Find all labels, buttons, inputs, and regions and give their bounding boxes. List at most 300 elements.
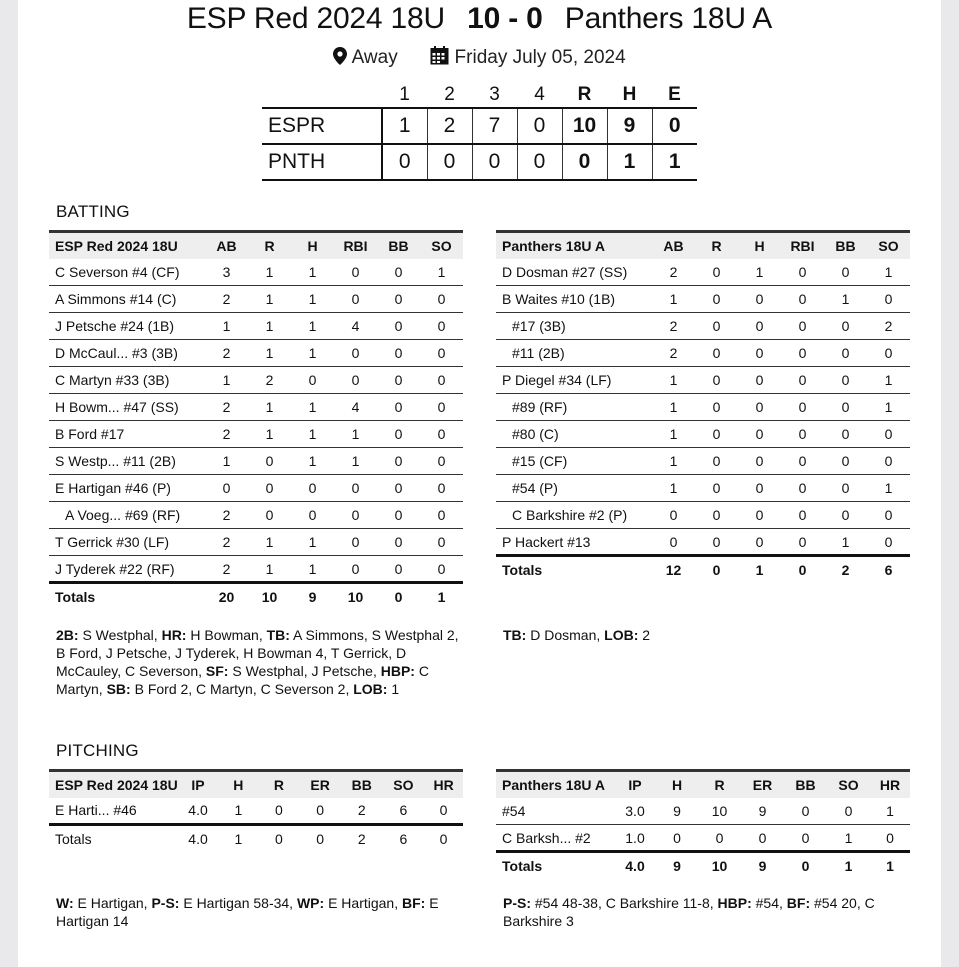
stat-value: 0 — [437, 534, 446, 550]
stat-value: 1 — [222, 453, 231, 469]
stat-value: 0 — [798, 372, 807, 388]
player-name: D McCaul... #3 (3B) — [55, 345, 178, 361]
stat-value: 3 — [222, 263, 231, 280]
stat-value: 0 — [884, 453, 893, 469]
note-label: HR: — [161, 627, 187, 643]
totals-value: 0 — [439, 831, 448, 848]
stat-value: 0 — [437, 426, 446, 442]
home-team-name: ESP Red 2024 18U — [186, 2, 445, 35]
batting-row — [49, 448, 463, 475]
totals-value: 0 — [316, 831, 325, 848]
game-meta — [0, 46, 959, 69]
totals-value: 0 — [394, 589, 403, 606]
inning-header: 1 — [399, 83, 410, 105]
player-name: #89 (RF) — [512, 399, 568, 415]
col-header: SO — [393, 776, 414, 793]
stat-value: 0 — [265, 453, 274, 469]
totals-value: 4.0 — [188, 831, 208, 848]
stat-value: 3.0 — [625, 802, 645, 819]
stat-value: 0 — [841, 399, 850, 415]
player-name: E Hartigan #46 (P) — [55, 480, 171, 496]
note-label: HBP: — [717, 895, 752, 911]
stat-value: 1 — [265, 534, 274, 550]
inning-header: 2 — [444, 83, 455, 105]
inning-header: 3 — [489, 83, 500, 105]
note-text: 1 — [387, 681, 400, 697]
stat-value: 1 — [308, 318, 317, 334]
stat-value: 0 — [798, 533, 807, 550]
pitching-row — [496, 798, 910, 825]
totals-value: 0 — [801, 858, 810, 875]
col-header: RBI — [343, 237, 368, 254]
stat-value: 1 — [265, 399, 274, 415]
stat-value: 0 — [798, 345, 807, 361]
stat-value: 1 — [351, 426, 360, 442]
player-name: C Martyn #33 (3B) — [55, 372, 170, 388]
stat-value: 0 — [712, 453, 721, 469]
player-name: P Diegel #34 (LF) — [502, 372, 612, 388]
player-name: A Simmons #14 (C) — [55, 291, 177, 307]
player-name: T Gerrick #30 (LF) — [55, 534, 170, 550]
stat-value: 1 — [844, 829, 853, 846]
totals-label: Totals — [55, 589, 96, 606]
player-name: C Barksh... #2 — [502, 829, 591, 846]
stat-value: 0 — [755, 453, 764, 469]
stat-value: 0 — [265, 480, 274, 496]
away-team-name: Panthers 18U A — [564, 2, 773, 35]
totals-value: 2 — [841, 562, 850, 579]
note-label: WP: — [296, 895, 325, 911]
batting-row — [496, 475, 910, 502]
stat-value: 1 — [265, 345, 274, 361]
batting-row — [496, 367, 910, 394]
stat-value: 1 — [886, 802, 894, 819]
stat-value: 6 — [399, 802, 408, 819]
note-label: 2B: — [56, 627, 79, 643]
stat-value: 4.0 — [188, 802, 208, 819]
totals-value: 1 — [755, 562, 764, 579]
note-text: E Hartigan, — [73, 895, 152, 911]
stat-value: 0 — [394, 534, 403, 550]
pitching-totals-row — [496, 852, 910, 880]
stat-value: 1 — [265, 318, 274, 334]
totals-value: 10 — [711, 858, 728, 875]
batting-row — [496, 502, 910, 529]
stat-value: 2 — [357, 802, 366, 819]
note-label: SF: — [205, 663, 229, 679]
batting-totals-row — [496, 556, 910, 584]
col-header: AB — [663, 237, 684, 254]
game-title — [0, 2, 959, 36]
note-text: 2 — [638, 627, 651, 643]
stat-value: 0 — [798, 507, 807, 523]
inning-runs: 1 — [382, 108, 427, 144]
col-header: H — [307, 237, 318, 254]
stat-value: 1 — [265, 560, 274, 577]
stat-value: 0 — [886, 829, 894, 846]
batting-row — [496, 421, 910, 448]
totals-value: 1 — [437, 589, 446, 606]
player-name: B Waites #10 (1B) — [502, 291, 616, 307]
stat-value: 0 — [841, 345, 850, 361]
stat-value: 0 — [798, 399, 807, 415]
away-batting-notes — [503, 626, 908, 644]
stat-value: 0 — [712, 345, 721, 361]
game-date: Friday July 05, 2024 — [454, 47, 626, 68]
stat-value: 0 — [798, 291, 807, 307]
batting-row — [49, 475, 463, 502]
pitching-totals-row — [49, 825, 463, 853]
col-header: SO — [878, 237, 899, 254]
note-text: C Martyn, — [56, 663, 429, 697]
stat-value: 0 — [755, 480, 764, 496]
batting-row — [496, 286, 910, 313]
stat-value: 1.0 — [625, 829, 645, 846]
stat-value: 1 — [265, 426, 274, 442]
note-label: LOB: — [353, 681, 388, 697]
col-header: HR — [433, 776, 454, 793]
stat-value: 1 — [265, 263, 274, 280]
stat-value: 1 — [351, 453, 360, 469]
batting-row — [49, 286, 463, 313]
stat-value: 0 — [274, 802, 283, 819]
stat-value: 0 — [712, 263, 721, 280]
home-batting-table — [49, 230, 463, 611]
inning-runs: 2 — [427, 108, 472, 144]
stat-value: 0 — [884, 291, 893, 307]
team-abbrev: PNTH — [268, 150, 326, 173]
stat-value: 1 — [308, 345, 317, 361]
player-name: #54 — [502, 802, 526, 819]
stat-value: 0 — [394, 345, 403, 361]
stat-value: 0 — [712, 372, 721, 388]
runs-header: R — [577, 83, 592, 105]
total-runs: 10 — [562, 108, 607, 144]
stat-value: 1 — [669, 399, 678, 415]
player-name: C Barkshire #2 (P) — [512, 507, 628, 523]
col-header: BB — [835, 237, 856, 254]
totals-value: 10 — [261, 589, 278, 606]
stat-value: 0 — [884, 507, 893, 523]
note-label: W: — [56, 895, 74, 911]
batting-row — [49, 529, 463, 556]
stat-value: 0 — [841, 372, 850, 388]
col-header: AB — [216, 237, 237, 254]
stat-value: 4 — [351, 318, 360, 334]
totals-value: 6 — [399, 831, 408, 848]
stat-value: 0 — [437, 399, 446, 415]
total-hits: 9 — [607, 108, 652, 144]
col-header: IP — [191, 776, 205, 793]
stat-value: 0 — [841, 453, 850, 469]
col-header: R — [714, 776, 725, 793]
stat-value: 0 — [755, 507, 764, 523]
note-text: S Westphal, J Petsche, — [228, 663, 381, 679]
stat-value: 0 — [755, 533, 764, 550]
stat-value: 2 — [222, 291, 231, 307]
stat-value: 0 — [351, 263, 360, 280]
stat-value: 1 — [308, 453, 317, 469]
location-pin-icon — [333, 47, 347, 65]
col-header: H — [754, 237, 765, 254]
stat-value: 1 — [308, 560, 317, 577]
batting-totals-row — [49, 583, 463, 611]
stat-value: 0 — [715, 829, 724, 846]
total-errors: 0 — [652, 108, 697, 144]
errors-header: E — [668, 83, 681, 105]
stat-value: 0 — [841, 507, 850, 523]
stat-value: 0 — [394, 426, 403, 442]
inning-runs: 0 — [427, 144, 472, 180]
home-pitching-table — [49, 769, 463, 853]
line-score-row — [262, 108, 697, 144]
stat-value: 0 — [394, 560, 403, 577]
col-header: H — [233, 776, 244, 793]
stat-value: 1 — [669, 372, 678, 388]
totals-value: 0 — [274, 831, 283, 848]
stat-value: 0 — [437, 507, 446, 523]
stat-value: 0 — [394, 453, 403, 469]
note-label: TB: — [503, 627, 527, 643]
stat-value: 1 — [669, 291, 678, 307]
note-text: #54 48-38, C Barkshire 11-8, — [531, 895, 718, 911]
stat-value: 0 — [437, 372, 446, 388]
batting-row — [496, 313, 910, 340]
player-name: H Bowm... #47 (SS) — [55, 399, 179, 415]
note-text: D Dosman, — [526, 627, 605, 643]
col-header: HR — [879, 776, 901, 793]
totals-value: 20 — [218, 589, 235, 606]
note-label: BF: — [402, 895, 426, 911]
inning-runs: 7 — [472, 108, 517, 144]
stat-value: 0 — [669, 533, 678, 550]
stat-value: 0 — [437, 560, 446, 577]
stat-value: 0 — [394, 263, 403, 280]
player-name: S Westp... #11 (2B) — [55, 453, 176, 469]
stat-value: 2 — [265, 372, 274, 388]
stat-value: 0 — [308, 480, 317, 496]
note-text: A Simmons, S Westphal 2, B Ford, J Petsche, J Tyderek, H Bowman 4, T Gerrick, D McCauley, C Severson, — [56, 627, 459, 679]
stat-value: 0 — [394, 318, 403, 334]
note-text: B Ford 2, C Martyn, C Severson 2, — [130, 681, 354, 697]
totals-value: 0 — [712, 562, 721, 579]
stat-value: 1 — [669, 453, 678, 469]
stat-value: 1 — [755, 263, 764, 280]
stat-value: 1 — [841, 291, 850, 307]
note-text: #54 20, C Barkshire 3 — [503, 895, 875, 929]
total-hits: 1 — [607, 144, 652, 180]
stat-value: 2 — [222, 345, 231, 361]
stat-value: 0 — [222, 480, 231, 496]
col-header: ER — [310, 776, 330, 793]
stat-value: 0 — [801, 829, 810, 846]
stat-value: 0 — [351, 534, 360, 550]
stat-value: 0 — [712, 291, 721, 307]
stat-value: 0 — [351, 291, 360, 307]
stat-value: 0 — [351, 480, 360, 496]
stat-value: 0 — [755, 399, 764, 415]
stat-value: 1 — [308, 399, 317, 415]
totals-value: 2 — [357, 831, 366, 848]
stat-value: 1 — [222, 318, 231, 334]
totals-value: 4.0 — [625, 858, 645, 875]
batting-row — [49, 367, 463, 394]
pitching-section-title: PITCHING — [56, 741, 139, 760]
line-score-row — [262, 144, 697, 180]
stat-value: 0 — [884, 426, 893, 442]
col-header: RBI — [790, 237, 815, 254]
pitching-row — [496, 825, 910, 852]
col-header: IP — [628, 776, 642, 793]
batting-row — [49, 259, 463, 286]
stat-value: 0 — [712, 533, 721, 550]
stat-value: 10 — [711, 802, 728, 819]
player-name: A Voeg... #69 (RF) — [65, 507, 181, 523]
inning-runs: 0 — [472, 144, 517, 180]
stat-value: 0 — [673, 829, 681, 846]
stat-value: 0 — [884, 345, 893, 361]
stat-value: 0 — [798, 426, 807, 442]
totals-value: 1 — [886, 858, 894, 875]
stat-value: 1 — [234, 802, 243, 819]
player-name: C Severson #4 (CF) — [55, 263, 180, 280]
stat-value: 0 — [712, 480, 721, 496]
batting-row — [496, 529, 910, 556]
total-errors: 1 — [652, 144, 697, 180]
player-name: E Harti... #46 — [55, 802, 137, 819]
note-label: HBP: — [380, 663, 415, 679]
home-batting-notes — [56, 626, 461, 698]
stat-value: 0 — [844, 802, 853, 819]
stat-value: 0 — [394, 399, 403, 415]
totals-value: 10 — [347, 589, 364, 606]
stat-value: 0 — [884, 533, 893, 550]
batting-row — [49, 556, 463, 583]
totals-label: Totals — [502, 858, 543, 875]
stat-value: 0 — [841, 263, 850, 280]
player-name: J Petsche #24 (1B) — [55, 318, 175, 334]
stat-value: 2 — [884, 318, 893, 334]
col-header: SO — [431, 237, 452, 254]
stat-value: 1 — [308, 291, 317, 307]
note-text: #54, — [751, 895, 787, 911]
batting-row — [496, 448, 910, 475]
note-text: E Hartigan 14 — [56, 895, 439, 929]
stat-value: 1 — [308, 263, 317, 280]
stat-value: 1 — [265, 291, 274, 307]
batting-row — [49, 394, 463, 421]
col-header: R — [273, 776, 284, 793]
stat-value: 0 — [351, 372, 360, 388]
col-header: H — [671, 776, 683, 793]
stat-value: 0 — [755, 291, 764, 307]
hits-header: H — [622, 83, 637, 105]
batting-row — [49, 502, 463, 529]
note-label: LOB: — [604, 627, 639, 643]
batting-team-header: ESP Red 2024 18U — [55, 237, 178, 254]
calendar-icon — [430, 46, 449, 65]
stat-value: 0 — [798, 318, 807, 334]
away-pitching-table — [496, 769, 910, 880]
stat-value: 0 — [755, 372, 764, 388]
stat-value: 0 — [712, 399, 721, 415]
player-name: D Dosman #27 (SS) — [502, 263, 628, 280]
player-name: #54 (P) — [512, 480, 558, 496]
col-header: R — [711, 237, 722, 254]
stat-value: 0 — [316, 802, 325, 819]
stat-value: 0 — [712, 426, 721, 442]
totals-value: 1 — [844, 858, 853, 875]
inning-header: 4 — [534, 83, 545, 105]
stat-value: 0 — [351, 560, 360, 577]
stat-value: 0 — [437, 453, 446, 469]
totals-value: 9 — [673, 858, 681, 875]
stat-value: 0 — [394, 480, 403, 496]
batting-row — [496, 394, 910, 421]
away-pitching-notes — [503, 894, 908, 930]
player-name: #17 (3B) — [512, 318, 566, 334]
stat-value: 0 — [841, 480, 850, 496]
note-text: S Westphal, — [78, 627, 162, 643]
stat-value: 0 — [351, 507, 360, 523]
note-text: E Hartigan, — [324, 895, 403, 911]
stat-value: 4 — [351, 399, 360, 415]
stat-value: 2 — [222, 426, 231, 442]
game-location: Away — [351, 47, 398, 68]
stat-value: 0 — [841, 318, 850, 334]
team-abbrev: ESPR — [268, 114, 326, 137]
stat-value: 0 — [712, 318, 721, 334]
col-header: BB — [795, 776, 816, 793]
totals-label: Totals — [502, 562, 543, 579]
batting-row — [49, 340, 463, 367]
stat-value: 0 — [394, 372, 403, 388]
note-label: SB: — [106, 681, 131, 697]
col-header: BB — [351, 776, 372, 793]
stat-value: 0 — [437, 480, 446, 496]
note-label: P-S: — [503, 895, 531, 911]
player-name: P Hackert #13 — [502, 533, 591, 550]
batting-row — [496, 259, 910, 286]
inning-runs: 0 — [382, 144, 427, 180]
batting-row — [496, 340, 910, 367]
stat-value: 2 — [669, 263, 678, 280]
note-text: H Bowman, — [186, 627, 267, 643]
home-pitching-notes — [56, 894, 461, 930]
stat-value: 1 — [222, 372, 231, 388]
total-runs: 0 — [562, 144, 607, 180]
stat-value: 0 — [308, 507, 317, 523]
col-header: SO — [838, 776, 859, 793]
stat-value: 0 — [351, 345, 360, 361]
stat-value: 0 — [308, 372, 317, 388]
player-name: #11 (2B) — [512, 345, 565, 361]
stat-value: 1 — [884, 372, 893, 388]
note-label: P-S: — [151, 895, 180, 911]
totals-label: Totals — [55, 831, 92, 848]
stat-value: 9 — [758, 802, 767, 819]
stat-value: 0 — [798, 453, 807, 469]
line-score-table — [262, 82, 697, 181]
stat-value: 1 — [308, 426, 317, 442]
batting-row — [49, 313, 463, 340]
stat-value: 1 — [669, 426, 678, 442]
player-name: #80 (C) — [512, 426, 559, 442]
stat-value: 2 — [222, 534, 231, 550]
stat-value: 0 — [798, 263, 807, 280]
stat-value: 0 — [437, 291, 446, 307]
stat-value: 0 — [439, 802, 448, 819]
